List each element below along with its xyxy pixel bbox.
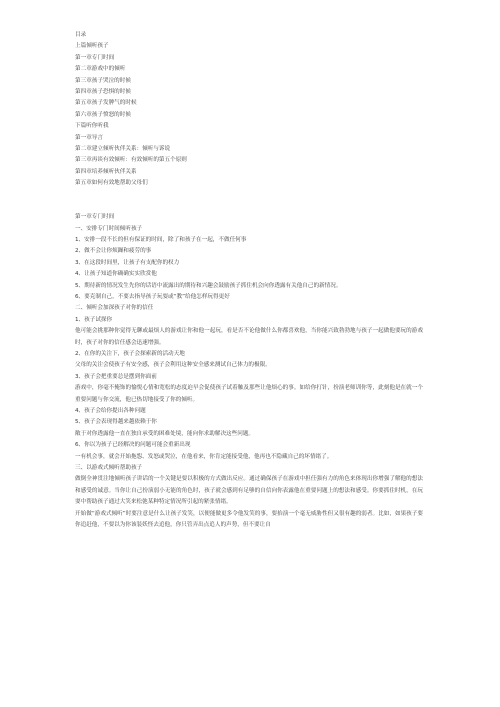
toc-item: 第三章孩子哭泣的时候: [75, 77, 131, 84]
toc-item: 下篇听你听我: [75, 123, 109, 130]
list-item: 3、在这段时间里，让孩子有支配你的权力: [75, 259, 180, 266]
toc-item: 第二章建立倾听伙伴关系：倾听与诉说: [75, 145, 171, 152]
list-item: 2、做不会让你烦躁和疲劳的事: [75, 248, 152, 255]
toc-item: 第三章再谈有效倾听：有效倾听的第五个原则: [75, 157, 187, 164]
list-item: 5、期待新的情况发生先你的话语中流露出的期待和兴趣会鼓励孩子抓住机会向你透露有关他自己的新情况。: [75, 282, 342, 289]
subsection-heading: 4、孩子会给你提出各种问题: [75, 407, 146, 414]
paragraph: 他可能会挑那种你觉得无聊或最烦人的游戏让你和他一起玩，看是否不论他做什么你都喜欢他，当你能兴致勃勃地与孩子一起做他要玩的游戏时，孩子对你的信任感会迅速增强。: [75, 328, 423, 346]
toc-item: 第六章孩子愤怒的时候: [75, 111, 131, 118]
toc-item: 第四章孩子恐惧的时候: [75, 88, 131, 95]
paragraph: 敞于对你透露他一直在独自承受的困难处境，能向你求助解决这些问题。: [75, 430, 255, 437]
paragraph: 做倒全神贯注地倾听孩子讲话的一个关键是要以积极的方式做出反应。通过确保孩子在游戏中担任强有力的角色来体现出你增强了解他的想法和感受的诚意。当你让自己扮演弱小无能的角色时，孩子就会感到有足够的自信向你表露他在重要问题上的想法和感受。你要抓住时机，在玩耍中帮助孩子通过大笑来松弛某种特定情况所引起的紧张情绪。: [75, 476, 423, 506]
list-item: 1、安排一段不长的但有保证的时间，除了和孩子在一起，不做任何事: [75, 237, 247, 244]
paragraph: 一有机会事，就会开始拖怨、发怒或哭泣，在他看来，你肯定能接受他，他再也不隐藏自己的坏情绪了。: [75, 453, 333, 460]
toc-item: 第五章孩子发脾气的时候: [75, 100, 137, 107]
subsection-heading: 2、在你的关注下，孩子会探索新的活动天地: [75, 350, 185, 357]
toc-heading: 目录: [75, 32, 87, 38]
subsection-heading: 5、孩子会表现得越来越依赖于你: [75, 419, 157, 426]
table-of-contents: [75, 30, 423, 189]
subsection-heading: 6、你以为孩子已经解决的问题可能会重新出现: [75, 442, 191, 449]
chapter-body: [75, 212, 423, 531]
subsection-heading: 1、孩子试探你: [75, 316, 113, 323]
list-item: 4、让孩子知道你确确实实欣赏他: [75, 271, 157, 278]
paragraph: 开始做“游戏式倾听”时要注意是什么让孩子发笑，以便能做更多令他发笑的事，要抬演一个毫无威胁性但又很有趣的弱者。比如，如果孩子要你追赶他，不要以为你该装妖怪去追他，你只管弄出点追人的声势，但不要让自: [75, 510, 423, 528]
document-content: [75, 30, 423, 531]
list-item: 6、要克制自己，不要去指导孩子玩耍或“教”给他怎样玩得更好: [75, 293, 230, 300]
section-heading: 一、安排专门时间倾听孩子: [75, 225, 143, 232]
section-heading: 三、以游戏式倾听帮助孩子: [75, 464, 143, 471]
toc-item: 第一章专门时间: [75, 54, 115, 61]
toc-item: 第一章导言: [75, 134, 103, 141]
toc-item: 上篇倾听孩子: [75, 43, 109, 50]
toc-item: 第二章游戏中的倾听: [75, 66, 126, 73]
paragraph: 父母的关注会使孩子有安全感，孩子会利用这种安全感来测试自己体力的极限。: [75, 362, 271, 369]
subsection-heading: 3、孩子会把重要总是摆到你面前: [75, 373, 157, 380]
toc-item: 第四章培养倾听伙伴关系: [75, 168, 137, 175]
paragraph: 游戏中，你毫不掩饰的愉悦心情和宽松的态度迫早会促使孩子试着触及那些让他烦心的事。如给你打针，扮演老师训你等，此刻他是在就一个重要问题与你交流，他已热切地接受了你的倾听。: [75, 385, 423, 403]
toc-item: 第五章如何有效地帮助父母们: [75, 180, 148, 187]
chapter-title: 第一章专门时间: [75, 214, 115, 221]
section-heading: 二、倾听会加深孩子对你的信任: [75, 305, 154, 312]
